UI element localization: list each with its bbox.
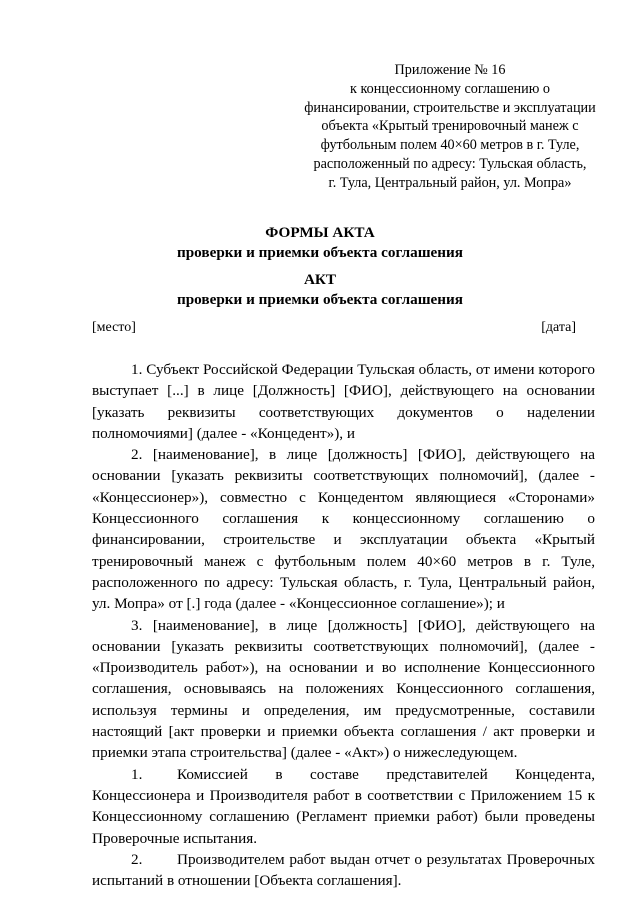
appendix-line: финансировании, строительстве и эксплуатации	[304, 99, 596, 116]
act-subtitle: проверки и приемки объекта соглашения	[176, 291, 464, 308]
party-paragraph: 3. [наименование], в лице [должность] [ФИО], действующего на основании [указать реквизиты соответствующих полномочий], (далее - «Производитель работ»), на основании и во исполнение Концессионного соглашения, основываясь на положениях Концессионного соглашения, используя термины и определения, им предусмотренные, составили настоящий [акт проверки и приемки объекта соглашения / акт проверки и приемки этапа строительства] (далее - «Акт») о нижеследующем.	[92, 616, 595, 762]
appendix-line: г. Тула, Центральный район, ул. Мопра»	[328, 174, 572, 191]
appendix-reference	[300, 61, 600, 193]
forms-title: ФОРМЫ АКТА	[265, 224, 375, 241]
appendix-line: футбольным полем 40×60 метров в г. Туле,	[320, 137, 580, 154]
act-title: АКТ	[303, 271, 337, 288]
numbered-clause	[92, 849, 595, 892]
appendix-line: Приложение № 16	[394, 62, 506, 78]
clause-number: 1.	[131, 765, 143, 783]
clause-text: Комиссией в составе представителей Концедента, Концессионера и Производителя работ в соответствии с Приложением 15 к Концессионному соглашению (Регламент приемки работ) были проведены Проверочные испытания.	[92, 765, 595, 847]
appendix-line: к концессионному соглашению о	[350, 80, 550, 97]
clause-number: 2.	[131, 850, 143, 868]
party-paragraph: 2. [наименование], в лице [должность] [ФИО], действующего на основании [указать реквизиты соответствующих полномочий], (далее - «Концессионер»), совместно с Концедентом являющиеся «Сторонами» Концессионного соглашения к концессионному соглашению о финансировании, строительстве и эксплуатации объекта «Крытый тренировочный манеж с футбольным полем 40×60 метров в г. Туле, расположенного по адресу: Тульская область, г. Тула, Центральный район, ул. Мопра» от [.] года (далее - «Концессионное соглашение»); и	[92, 446, 595, 613]
place-field: [место]	[92, 320, 136, 335]
document-body	[92, 359, 595, 891]
party-paragraph: 1. Субъект Российской Федерации Тульская область, от имени которого выступает [...] в лице [Должность] [ФИО], действующего на основании [указать реквизиты соответствующих документов о наделении полномочиями] (далее - «Концедент»), и	[92, 361, 595, 442]
numbered-clause	[92, 764, 595, 849]
forms-subtitle: проверки и приемки объекта соглашения	[176, 244, 464, 261]
clause-text: Производителем работ выдан отчет о результатах Проверочных испытаний в отношении [Объекта соглашения].	[92, 850, 595, 890]
appendix-line: расположенный по адресу: Тульская область,	[313, 155, 587, 172]
appendix-line: объекта «Крытый тренировочный манеж с	[321, 118, 579, 135]
date-field: [дата]	[541, 320, 576, 335]
